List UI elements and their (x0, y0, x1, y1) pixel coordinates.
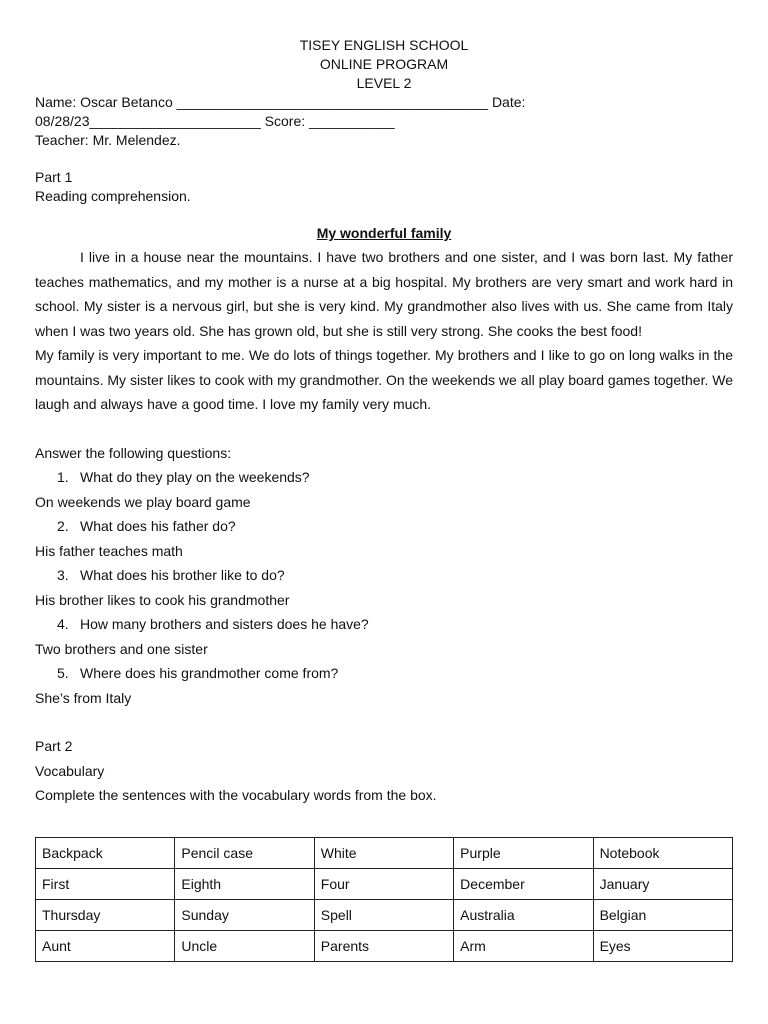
question-item (35, 612, 733, 637)
date-score-line: 08/28/23______________________ Score: ___________ (35, 113, 395, 129)
vocab-cell: January (593, 868, 732, 899)
part1-section (35, 168, 733, 710)
part2-instructions: Complete the sentences with the vocabulary words from the box. (35, 787, 437, 803)
vocab-cell: Eyes (593, 930, 732, 961)
question-item (35, 563, 733, 588)
vocab-cell: Purple (454, 837, 593, 868)
part1-label: Part 1 (35, 169, 73, 185)
part2-subtitle: Vocabulary (35, 762, 105, 779)
question-text: What do they play on the weekends? (80, 469, 310, 485)
vocab-cell: Parents (314, 930, 453, 961)
story-title: My wonderful family (316, 225, 452, 241)
vocab-cell: Thursday (36, 899, 175, 930)
level-label: LEVEL 2 (356, 75, 412, 91)
vocab-cell: Sunday (175, 899, 314, 930)
program-name: ONLINE PROGRAM (319, 56, 449, 72)
question-text: What does his brother like to do? (80, 567, 285, 583)
story-paragraph-2: My family is very important to me. We do lots of things together. My brothers and I like to go on long walks in the mountains. My sister likes to cook with my grandmother. On the weekends we all play board games together. We laugh and always have a good time. I love my family very much. (35, 347, 733, 412)
vocab-cell: Eighth (175, 868, 314, 899)
student-info (35, 93, 733, 150)
question-item (35, 514, 733, 539)
vocab-row (36, 837, 733, 868)
answer-text: His father teaches math (35, 542, 183, 559)
vocab-row (36, 868, 733, 899)
vocab-cell: Notebook (593, 837, 732, 868)
school-name: TISEY ENGLISH SCHOOL (299, 37, 469, 53)
question-number: 2. (57, 518, 69, 534)
answer-text: On weekends we play board game (35, 493, 251, 510)
question-number: 5. (57, 665, 69, 681)
question-item (35, 465, 733, 490)
vocab-cell: Backpack (36, 837, 175, 868)
vocab-row (36, 930, 733, 961)
teacher-line: Teacher: Mr. Melendez. (35, 132, 181, 148)
story-paragraph-1 (35, 245, 733, 343)
vocab-cell: Four (314, 868, 453, 899)
part2-label: Part 2 (35, 738, 73, 754)
question-text: What does his father do? (80, 518, 236, 534)
question-text: How many brothers and sisters does he have? (80, 616, 369, 632)
questions-list (35, 465, 733, 710)
name-line: Name: Oscar Betanco ________________________________________ Date: (35, 94, 526, 110)
question-number: 4. (57, 616, 69, 632)
question-text: Where does his grandmother come from? (80, 665, 339, 681)
question-item (35, 661, 733, 686)
vocab-cell: Pencil case (175, 837, 314, 868)
worksheet-page (35, 36, 733, 962)
part2-section (35, 734, 733, 962)
question-number: 3. (57, 567, 69, 583)
question-number: 1. (57, 469, 69, 485)
answer-text: She’s from Italy (35, 689, 132, 706)
answer-text: Two brothers and one sister (35, 640, 208, 657)
vocab-cell: Aunt (36, 930, 175, 961)
vocab-cell: Australia (454, 899, 593, 930)
vocab-row (36, 899, 733, 930)
school-header (35, 36, 733, 93)
vocab-cell: Belgian (593, 899, 732, 930)
vocab-cell: Spell (314, 899, 453, 930)
story-paragraph-1-text: I live in a house near the mountains. I have two brothers and one sister, and I was born last. My father teaches mathematics, and my mother is a nurse at a big hospital. My brothers are very smart and work hard in school. My sister is a nervous girl, but she is very kind. My grandmother also lives with us. She came from Italy when I was two years old. She has grown old, but she is still very strong. She cooks the best food! (35, 249, 733, 339)
questions-instructions: Answer the following questions: (35, 444, 232, 461)
vocab-cell: First (36, 868, 175, 899)
vocab-cell: Arm (454, 930, 593, 961)
answer-text: His brother likes to cook his grandmother (35, 591, 290, 608)
vocab-cell: White (314, 837, 453, 868)
vocab-cell: Uncle (175, 930, 314, 961)
part1-subtitle: Reading comprehension. (35, 188, 191, 204)
vocab-cell: December (454, 868, 593, 899)
vocabulary-box (35, 837, 733, 962)
